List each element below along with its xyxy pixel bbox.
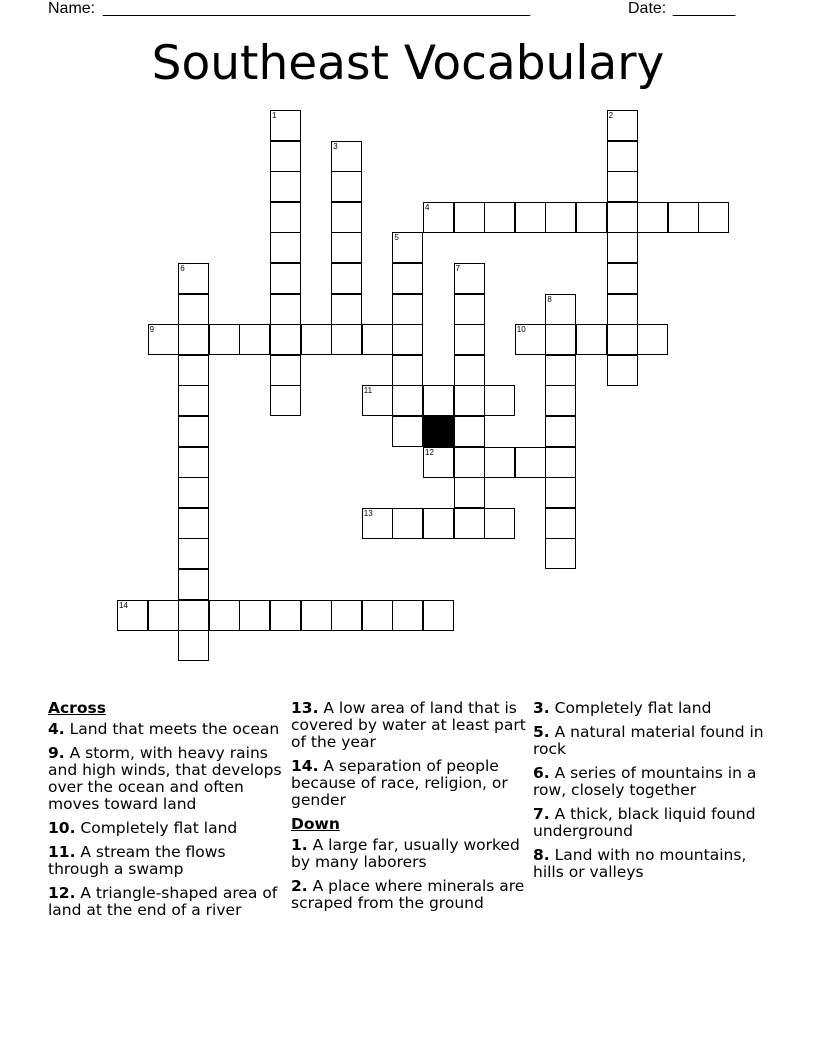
clue-text: Completely flat land — [80, 819, 238, 837]
clue-number: 10 — [48, 819, 70, 837]
grid-cell[interactable] — [454, 477, 485, 508]
grid-cell[interactable] — [484, 447, 515, 478]
grid-number: 14 — [119, 600, 128, 610]
grid-cell[interactable] — [484, 508, 515, 539]
grid-cell[interactable] — [239, 324, 270, 355]
clue-down-8: 8. Land with no mountains, hills or valleys — [533, 846, 747, 881]
grid-cell[interactable] — [178, 447, 209, 478]
grid-cell[interactable] — [270, 324, 301, 355]
grid-cell[interactable] — [392, 508, 423, 539]
clue-text: Completely flat land — [554, 699, 712, 717]
clue-text: A storm, with heavy rains and high winds, that develops over the ocean and often moves toward land — [48, 744, 282, 813]
clues-column-1 — [48, 700, 284, 926]
grid-cell[interactable] — [392, 294, 423, 325]
clues-column-3 — [533, 700, 769, 888]
grid-cell[interactable] — [545, 508, 576, 539]
grid-cell[interactable] — [454, 202, 485, 233]
grid-cell[interactable] — [607, 171, 638, 202]
clue-across-14: 14. A separation of people because of race, religion, or gender — [291, 757, 508, 809]
clue-number: 7 — [533, 805, 544, 823]
grid-number: 3 — [333, 141, 338, 151]
grid-cell[interactable] — [331, 263, 362, 294]
grid-cell[interactable] — [270, 232, 301, 263]
grid-cell[interactable] — [178, 385, 209, 416]
grid-cell[interactable] — [209, 324, 240, 355]
clue-number: 5 — [533, 723, 544, 741]
grid-cell[interactable] — [331, 171, 362, 202]
clue-down-1: 1. A large far, usually worked by many laborers — [291, 836, 520, 871]
clue-number: 1 — [291, 836, 302, 854]
grid-cell[interactable] — [178, 600, 209, 631]
clue-text: Land with no mountains, hills or valleys — [533, 846, 747, 881]
clue-number: 11 — [48, 843, 70, 861]
grid-cell[interactable] — [607, 324, 638, 355]
clue-number: 4 — [48, 720, 59, 738]
grid-number: 11 — [363, 386, 373, 396]
grid-cell[interactable] — [515, 202, 546, 233]
clue-text: A stream the flows through a swamp — [48, 843, 226, 878]
grid-cell[interactable] — [637, 324, 668, 355]
grid-cell[interactable] — [607, 232, 638, 263]
name-field[interactable]: ________________________________________________ — [103, 0, 531, 17]
clue-across-11: 11. A stream the flows through a swamp — [48, 843, 226, 878]
clue-across-12: 12. A triangle-shaped area of land at the end of a river — [48, 884, 278, 919]
grid-number: 5 — [394, 233, 399, 243]
grid-cell[interactable] — [545, 324, 576, 355]
grid-cell[interactable] — [270, 202, 301, 233]
clue-down-3: 3. Completely flat land — [533, 699, 712, 717]
grid-cell[interactable] — [454, 324, 485, 355]
clue-number: 8 — [533, 846, 544, 864]
grid-cell[interactable] — [392, 263, 423, 294]
grid-cell[interactable] — [454, 355, 485, 386]
grid-cell[interactable] — [301, 324, 332, 355]
grid-number: 1 — [272, 111, 277, 120]
grid-cell[interactable] — [148, 600, 179, 631]
grid-cell[interactable] — [362, 324, 393, 355]
clue-down-7: 7. A thick, black liquid found underground — [533, 805, 756, 840]
clue-down-2: 2. A place where minerals are scraped from the ground — [291, 877, 525, 912]
grid-cell[interactable] — [423, 600, 454, 631]
date-field[interactable]: _______ — [673, 0, 736, 17]
clue-number: 3 — [533, 699, 544, 717]
grid-cell[interactable] — [392, 600, 423, 631]
grid-cell[interactable] — [545, 355, 576, 386]
clue-text: Land that meets the ocean — [69, 720, 280, 738]
grid-cell[interactable] — [392, 324, 423, 355]
clue-number: 6 — [533, 764, 544, 782]
down-heading: Down — [291, 815, 340, 833]
grid-number: 6 — [180, 264, 185, 273]
grid-cell[interactable] — [270, 600, 301, 631]
grid-cell[interactable] — [178, 355, 209, 386]
grid-cell[interactable] — [178, 324, 209, 355]
grid-cell[interactable] — [178, 477, 209, 508]
clue-across-4: 4. Land that meets the ocean — [48, 720, 280, 738]
grid-cell[interactable] — [331, 202, 362, 233]
clue-across-9: 9. A storm, with heavy rains and high winds, that develops over the ocean and often moves toward land — [48, 744, 282, 813]
grid-cell[interactable] — [607, 202, 638, 233]
name-label: Name: — [48, 0, 96, 17]
grid-cell[interactable] — [392, 416, 423, 447]
grid-cell[interactable] — [331, 232, 362, 263]
clue-text: A thick, black liquid found underground — [533, 805, 756, 840]
grid-number: 2 — [608, 111, 614, 120]
grid-cell[interactable] — [545, 202, 576, 233]
clue-text: A place where minerals are scraped from the ground — [291, 877, 525, 912]
grid-cell[interactable] — [576, 324, 607, 355]
grid-cell[interactable] — [545, 447, 576, 478]
grid-cell[interactable] — [484, 202, 515, 233]
grid-cell[interactable] — [454, 294, 485, 325]
grid-cell[interactable] — [178, 630, 209, 661]
clue-across-10: 10. Completely flat land — [48, 819, 238, 837]
grid-cell[interactable] — [178, 538, 209, 569]
clue-text: A large far, usually worked by many laborers — [291, 836, 520, 871]
grid-cell[interactable] — [545, 538, 576, 569]
clue-text: A series of mountains in a row, closely together — [533, 764, 757, 799]
grid-cell[interactable] — [607, 294, 638, 325]
clue-number: 9 — [48, 744, 59, 762]
grid-cell[interactable] — [331, 324, 362, 355]
grid-cell[interactable] — [270, 263, 301, 294]
grid-cell[interactable] — [515, 447, 546, 478]
clue-number: 14 — [291, 757, 313, 775]
grid-cell[interactable] — [209, 600, 240, 631]
grid-cell[interactable] — [178, 416, 209, 447]
clue-text: A natural material found in rock — [533, 723, 764, 758]
grid-cell[interactable] — [668, 202, 699, 233]
clue-text: A separation of people because of race, religion, or gender — [291, 757, 508, 809]
grid-cell[interactable] — [270, 294, 301, 325]
grid-cell[interactable] — [331, 600, 362, 631]
grid-number: 12 — [425, 447, 434, 457]
grid-cell[interactable] — [454, 385, 485, 416]
grid-cell[interactable] — [362, 600, 393, 631]
grid-cell[interactable] — [698, 202, 729, 233]
grid-cell[interactable] — [484, 385, 515, 416]
clues-column-2 — [291, 700, 527, 919]
grid-cell[interactable] — [270, 385, 301, 416]
grid-number: 13 — [363, 508, 373, 518]
grid-cell[interactable] — [270, 171, 301, 202]
clue-across-13: 13. A low area of land that is covered by water at least part of the year — [291, 699, 526, 751]
grid-cell[interactable] — [423, 508, 454, 539]
grid-cell[interactable] — [454, 416, 485, 447]
page-title: Southeast Vocabulary — [151, 36, 665, 91]
grid-cell[interactable] — [270, 141, 301, 172]
clue-text: A low area of land that is covered by water at least part of the year — [291, 699, 526, 751]
grid-cell[interactable] — [239, 600, 270, 631]
grid-cell[interactable] — [423, 385, 454, 416]
grid-cell[interactable] — [637, 202, 668, 233]
clue-number: 2 — [291, 877, 302, 895]
clue-number: 13 — [291, 699, 313, 717]
grid-number: 9 — [149, 325, 155, 335]
grid-cell[interactable] — [178, 508, 209, 539]
grid-cell[interactable] — [392, 355, 423, 386]
clue-text: A triangle-shaped area of land at the end of a river — [48, 884, 278, 919]
grid-cell[interactable] — [545, 477, 576, 508]
grid-cell[interactable] — [178, 569, 209, 600]
grid-cell[interactable] — [392, 385, 423, 416]
across-heading: Across — [48, 699, 106, 717]
clue-down-5: 5. A natural material found in rock — [533, 723, 764, 758]
date-label: Date: — [628, 0, 667, 17]
grid-cell[interactable] — [454, 447, 485, 478]
grid-cell[interactable] — [545, 385, 576, 416]
grid-cell[interactable] — [607, 263, 638, 294]
clue-down-6: 6. A series of mountains in a row, closely together — [533, 764, 757, 799]
grid-cell[interactable] — [178, 294, 209, 325]
grid-cell[interactable] — [607, 355, 638, 386]
grid-cell[interactable] — [270, 355, 301, 386]
clue-number: 12 — [48, 884, 70, 902]
blocked-cell — [423, 416, 454, 447]
grid-cell[interactable] — [545, 416, 576, 447]
grid-number: 4 — [425, 202, 430, 212]
grid-number: 8 — [547, 294, 552, 304]
grid-number: 10 — [516, 325, 526, 335]
grid-cell[interactable] — [454, 508, 485, 539]
grid-number: 7 — [455, 264, 461, 273]
grid-cell[interactable] — [301, 600, 332, 631]
grid-cell[interactable] — [576, 202, 607, 233]
grid-cell[interactable] — [607, 141, 638, 172]
grid-cell[interactable] — [331, 294, 362, 325]
